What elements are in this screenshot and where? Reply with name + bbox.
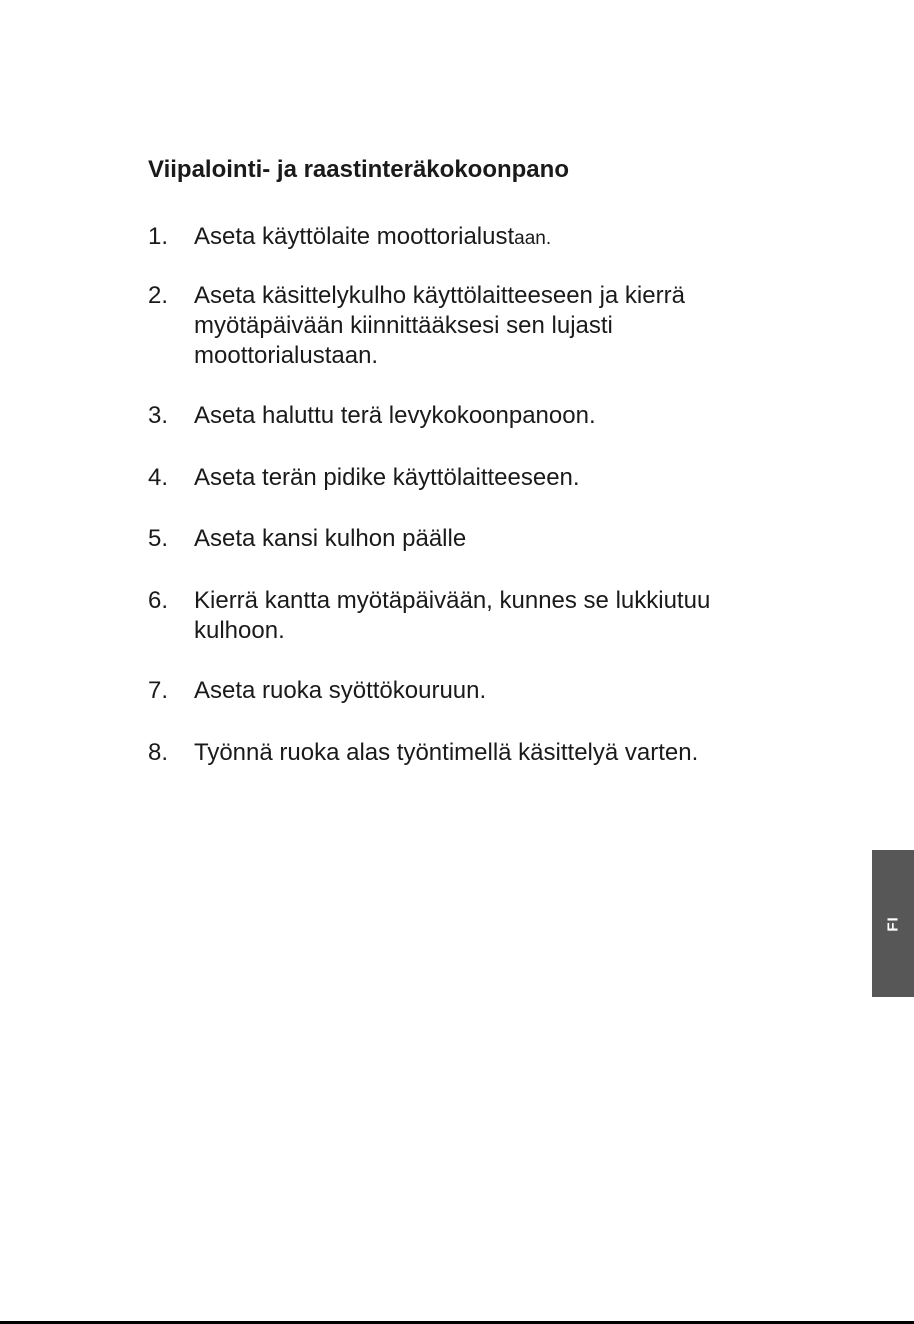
- language-tab: [872, 850, 914, 997]
- language-tab-label: FI: [884, 915, 902, 932]
- step-text-main: Aseta käyttölaite moottorialust: [194, 223, 515, 250]
- step-text-line: Aseta käsittelykulho käyttölaitteeseen ja kierrä: [194, 282, 685, 309]
- step-text-line: kulhoon.: [194, 617, 285, 644]
- step-number: 3.: [148, 402, 169, 429]
- step-text: Aseta haluttu terä levykokoonpanoon.: [194, 402, 596, 429]
- step-text: Aseta terän pidike käyttölaitteeseen.: [194, 464, 580, 491]
- step-text: Työnnä ruoka alas työntimellä käsittelyä varten.: [194, 739, 699, 766]
- step-number: 7.: [148, 677, 169, 704]
- step-text: Aseta kansi kulhon päälle: [194, 525, 467, 552]
- step-text-tail: aan.: [514, 228, 552, 249]
- step-1: [148, 222, 848, 254]
- step-number: 6.: [148, 587, 169, 614]
- step-number: 1.: [148, 223, 169, 250]
- step-8: [148, 738, 848, 768]
- step-5: [148, 524, 848, 554]
- step-7: [148, 676, 848, 706]
- step-text-line: Kierrä kantta myötäpäivään, kunnes se lukkiutuu: [194, 587, 711, 614]
- step-text: [194, 281, 834, 371]
- step-number: 2.: [148, 282, 169, 309]
- step-text-line: myötäpäivään kiinnittääksesi sen lujasti: [194, 312, 613, 339]
- step-4: [148, 463, 848, 493]
- page-title: Viipalointi- ja raastinteräkokoonpano: [148, 156, 569, 183]
- step-3: [148, 401, 848, 431]
- step-text-line: moottorialustaan.: [194, 342, 379, 369]
- step-number: 4.: [148, 464, 169, 491]
- step-number: 8.: [148, 739, 169, 766]
- step-6: [148, 586, 848, 646]
- step-text: [194, 222, 834, 254]
- step-text: Aseta ruoka syöttökouruun.: [194, 677, 487, 704]
- step-2: [148, 281, 848, 371]
- step-number: 5.: [148, 525, 169, 552]
- step-text: [194, 586, 834, 646]
